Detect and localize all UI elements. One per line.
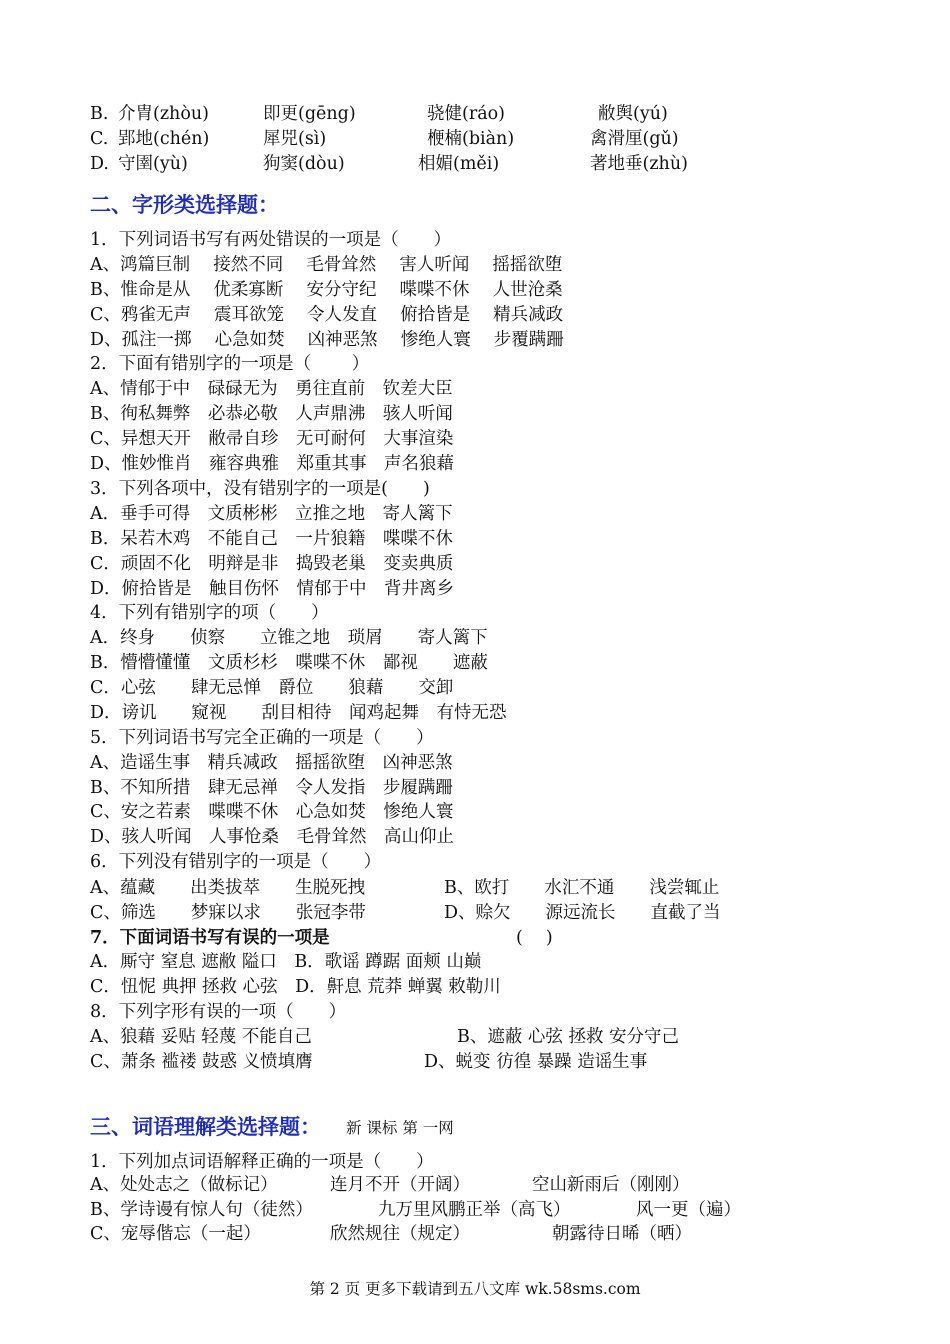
q1-option-c: C、鸦雀无声 震耳欲笼 令人发直 俯拾皆是 精兵减政: [90, 305, 564, 325]
s3-q1-c-col3: 朝露待日晞（晒）: [552, 1224, 692, 1244]
pinyin-d-col1: 守圉(yù): [118, 154, 188, 174]
s3-q1-c-col2: 欣然规往（规定）: [330, 1224, 470, 1244]
q6-option-d: D、赊欠 源远流长 直截了当: [444, 903, 721, 923]
q4-stem: 4．下列有错别字的项（ ）: [90, 603, 329, 623]
pinyin-d-col3: 相媚(měi): [418, 154, 500, 174]
q4-option-d: D．谤讥 窥视 刮目相待 闻鸡起舞 有恃无恐: [90, 703, 507, 723]
q6-option-b: B、欧打 水汇不通 浅尝辄止: [444, 878, 720, 898]
q6-option-a: A、蕴藏 出类拔萃 生脱死拽: [90, 878, 366, 898]
pinyin-c-col3: 楩楠(biàn): [427, 129, 515, 149]
s3-q1-b-col1: B、学诗谩有惊人句（徒然）: [90, 1200, 313, 1220]
q8-option-d: D、蜕变 彷徨 暴躁 造谣生事: [424, 1052, 648, 1072]
q2-option-d: D、惟妙惟肖 雍容典雅 郑重其事 声名狼藉: [90, 454, 455, 474]
q7-options-cd: C．忸怩 典押 拯救 心弦 D．鼾息 荒莽 蝉翼 敕勒川: [90, 977, 501, 997]
q1-option-b: B、惟命是从 优柔寡断 安分守纪 喋喋不休 人世沧桑: [90, 280, 563, 300]
q2-option-a: A、情郁于中 碌碌无为 勇往直前 钦差大臣: [90, 379, 453, 399]
q3-option-c: C．顽固不化 明辩是非 捣毁老巢 变卖典质: [90, 554, 454, 574]
q2-option-b: B、徇私舞弊 必恭必敬 人声鼎沸 骇人听闻: [90, 404, 453, 424]
s3-q1-a-col2: 连月不开（开阔）: [330, 1175, 470, 1195]
q8-option-c: C、萧条 褴褛 鼓惑 义愤填膺: [90, 1052, 313, 1072]
q1-option-d: D、孤注一掷 心急如焚 凶神恶煞 惨绝人寰 步覆蹒跚: [90, 330, 564, 350]
pinyin-d-col4: 著地垂(zhù): [590, 154, 688, 174]
q1-stem: 1．下列词语书写有两处错误的一项是（ ）: [90, 230, 452, 250]
q4-option-b: B．懵懵懂懂 文质杉杉 喋喋不休 鄙视 遮蔽: [90, 653, 488, 673]
q5-option-b: B、不知所措 肆无忌禅 令人发指 步履蹒跚: [90, 778, 453, 798]
pinyin-d-letter: D.: [90, 154, 109, 174]
q8-option-b: B、遮蔽 心弦 拯救 安分守己: [457, 1027, 680, 1047]
q5-option-a: A、造谣生事 精兵减政 摇摇欲堕 凶神恶煞: [90, 753, 453, 773]
q2-option-c: C、异想天开 敝帚自珍 无可耐何 大事渲染: [90, 429, 454, 449]
q6-option-c: C、筛选 梦寐以求 张冠李带: [90, 903, 366, 923]
section3-heading: 三、词语理解类选择题：: [90, 1115, 321, 1139]
s3-q1-a-col3: 空山新雨后（刚刚）: [532, 1175, 690, 1195]
pinyin-b-letter: B.: [90, 104, 109, 124]
pinyin-b-col2: 即更(gēng): [263, 104, 356, 124]
q6-stem: 6．下列没有错别字的一项是（ ）: [90, 852, 382, 872]
s3-q1-b-col2: 九万里风鹏正举（高飞）: [378, 1200, 571, 1220]
q4-option-c: C．心弦 肆无忌惮 爵位 狼藉 交卸: [90, 678, 454, 698]
q8-option-a: A、狼藉 妥贴 轻蔑 不能自己: [90, 1027, 312, 1047]
section3-aside: 新 课标 第 一网: [346, 1119, 454, 1137]
q7-answer-paren: ( ): [516, 928, 553, 948]
s3-q1-a-col1: A、处处志之（做标记）: [90, 1175, 278, 1195]
q2-stem: 2．下面有错别字的一项是（ ）: [90, 354, 370, 374]
pinyin-c-col1: 郢地(chén): [118, 129, 210, 149]
q5-option-d: D、骇人听闻 人事怆桑 毛骨耸然 高山仰止: [90, 827, 455, 847]
q3-option-a: A．垂手可得 文质彬彬 立推之地 寄人篱下: [90, 504, 453, 524]
s3-q1-c-col1: C、宠辱偕忘（一起）: [90, 1224, 261, 1244]
q3-option-d: D．俯拾皆是 触目伤怀 情郁于中 背井离乡: [90, 579, 455, 599]
q3-option-b: B．呆若木鸡 不能自己 一片狼籍 喋喋不休: [90, 529, 453, 549]
pinyin-b-col4: 敝舆(yú): [598, 104, 668, 124]
q1-option-a: A、鸿篇巨制 接然不同 毛骨耸然 害人听闻 摇摇欲堕: [90, 255, 563, 275]
pinyin-c-letter: C.: [90, 129, 109, 149]
q5-stem: 5．下列词语书写完全正确的一项是（ ）: [90, 728, 434, 748]
pinyin-c-col4: 禽滑厘(gǔ): [590, 129, 679, 149]
q3-stem: 3．下列各项中，没有错别字的一项是( ): [90, 479, 430, 499]
q5-option-c: C、安之若素 喋喋不休 心急如焚 惨绝人寰: [90, 802, 454, 822]
q7-options-ab: A．厮守 窒息 遮敝 隘口 B．歌谣 蹲踞 面颊 山巅: [90, 952, 482, 972]
s3-q1-b-col3: 风一更（遍）: [636, 1200, 741, 1220]
pinyin-b-col1: 介胄(zhòu): [118, 104, 209, 124]
pinyin-b-col3: 骁健(ráo): [427, 104, 505, 124]
q7-stem: 7．下面词语书写有误的一项是: [90, 928, 330, 948]
page-footer: 第 2 页 更多下载请到五八文库 wk.58sms.com: [309, 1280, 641, 1298]
s3-q1-stem: 1．下列加点词语解释正确的一项是（ ）: [90, 1152, 434, 1172]
pinyin-d-col2: 狗窦(dòu): [263, 154, 345, 174]
pinyin-c-col2: 犀兕(sì): [263, 129, 327, 149]
q8-stem: 8．下列字形有误的一项（ ）: [90, 1002, 347, 1022]
section2-heading: 二、字形类选择题：: [90, 193, 279, 217]
q4-option-a: A．终身 侦察 立锥之地 琐屑 寄人篱下: [90, 628, 488, 648]
